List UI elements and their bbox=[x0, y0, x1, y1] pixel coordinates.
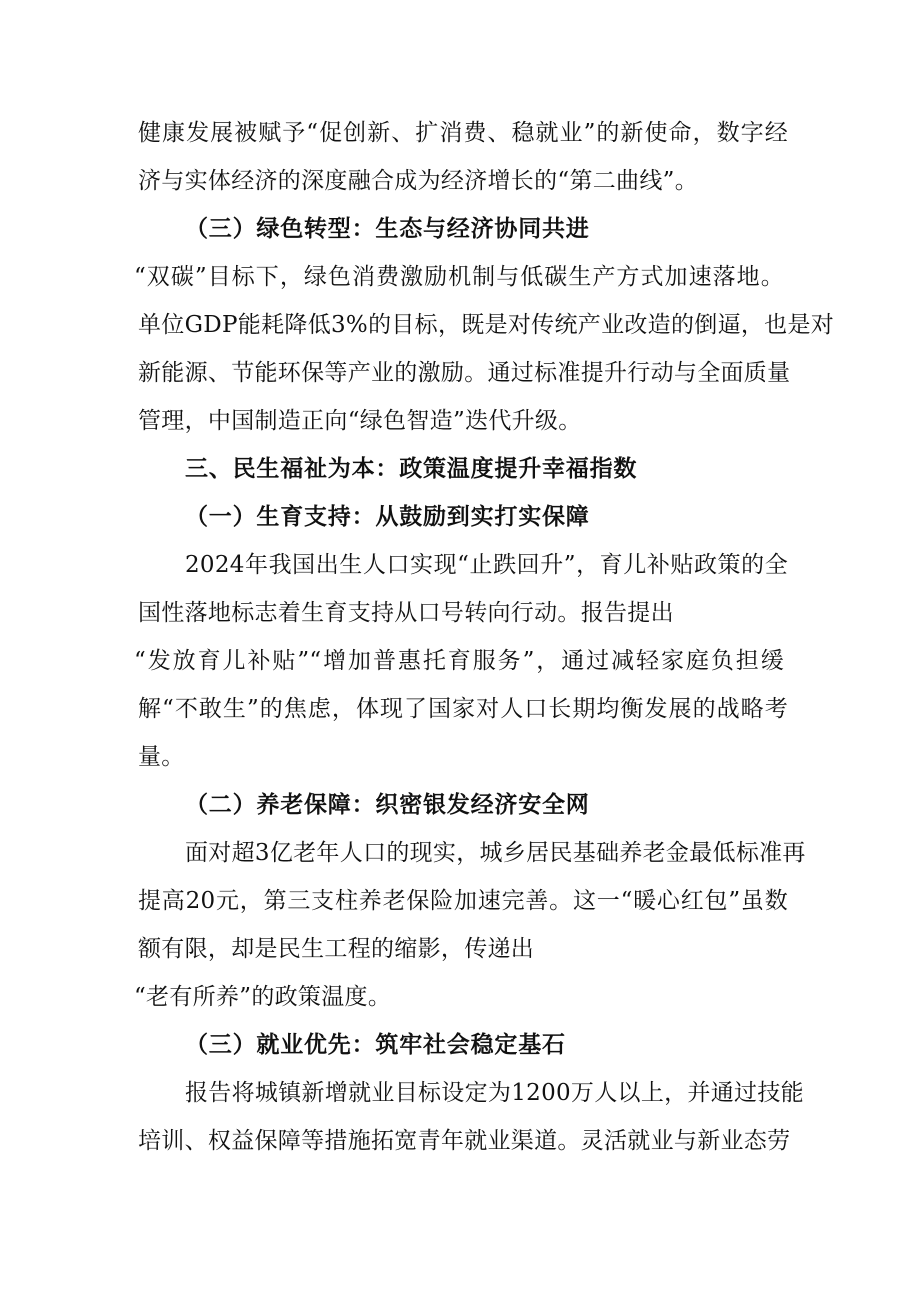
paragraph-line: 面对超3亿老年人口的现实，城乡居民基础养老金最低标准再 bbox=[185, 840, 806, 866]
paragraph-line: 报告将城镇新增就业目标设定为1200万人以上，并通过技能 bbox=[185, 1080, 804, 1106]
paragraph-line: 健康发展被赋予“促创新、扩消费、稳就业”的新使命，数字经 bbox=[138, 120, 788, 146]
paragraph-line: “发放育儿补贴”“增加普惠托育服务”，通过减轻家庭负担缓 bbox=[134, 648, 784, 674]
paragraph-line: “双碳”目标下，绿色消费激励机制与低碳生产方式加速落地。 bbox=[134, 264, 784, 290]
paragraph-line: 新能源、节能环保等产业的激励。通过标准提升行动与全面质量 bbox=[138, 360, 791, 386]
paragraph-line: 提高20元，第三支柱养老保险加速完善。这一“暖心红包”虽数 bbox=[138, 888, 788, 914]
subsection-heading: （二）养老保障：织密银发经济安全网 bbox=[185, 792, 590, 818]
subsection-heading: （三）就业优先：筑牢社会稳定基石 bbox=[185, 1032, 566, 1058]
paragraph-line: 济与实体经济的深度融合成为经济增长的“第二曲线”。 bbox=[138, 168, 699, 194]
paragraph-line: 单位GDP能耗降低3%的目标，既是对传统产业改造的倒逼，也是对 bbox=[138, 312, 835, 338]
paragraph-line: 2024年我国出生人口实现“止跌回升”，育儿补贴政策的全 bbox=[185, 552, 788, 578]
subsection-heading: （一）生育支持：从鼓励到实打实保障 bbox=[185, 504, 590, 530]
paragraph-line: 解“不敢生”的焦虑，体现了国家对人口长期均衡发展的战略考 bbox=[138, 696, 788, 722]
subsection-heading: （三）绿色转型：生态与经济协同共进 bbox=[185, 216, 590, 242]
paragraph-line: 量。 bbox=[138, 744, 185, 770]
section-heading: 三、民生福祉为本：政策温度提升幸福指数 bbox=[185, 456, 638, 482]
paragraph-line: 管理，中国制造正向“绿色智造”迭代升级。 bbox=[138, 408, 582, 434]
paragraph-line: 培训、权益保障等措施拓宽青年就业渠道。灵活就业与新业态劳 bbox=[138, 1128, 791, 1154]
paragraph-line: 国性落地标志着生育支持从口号转向行动。报告提出 bbox=[138, 600, 674, 626]
paragraph-line: 额有限，却是民生工程的缩影，传递出 bbox=[138, 936, 535, 962]
paragraph-line: “老有所养”的政策温度。 bbox=[134, 984, 392, 1010]
